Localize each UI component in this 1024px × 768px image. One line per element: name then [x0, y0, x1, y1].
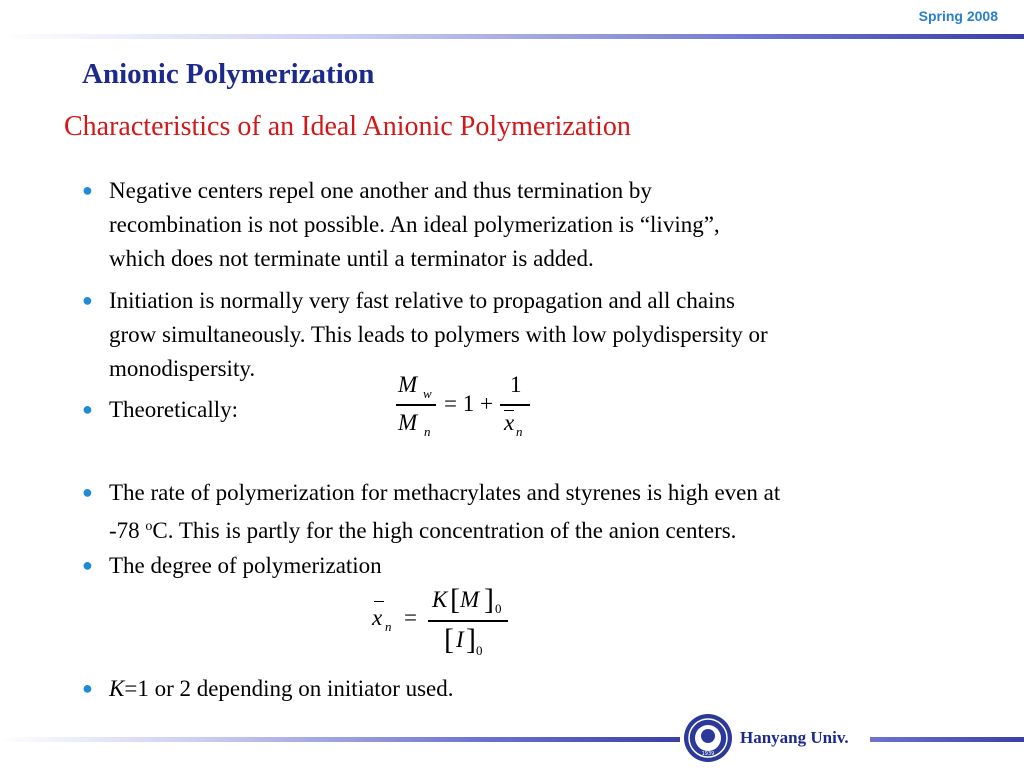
bracket-close-icon: ] [484, 583, 494, 616]
polydispersity-equation [396, 372, 546, 442]
slide-title: Anionic Polymerization [82, 58, 375, 90]
fraction-bar [500, 404, 530, 406]
svg-text:1939: 1939 [701, 751, 715, 757]
text-run: -78 [109, 518, 146, 543]
eq-subscript: n [424, 424, 431, 439]
text-run: C. This is partly for the high concentration of the anion centers. [152, 518, 737, 543]
bullet-dot-icon: ● [82, 482, 93, 502]
bullet-text: monodispersity. [109, 356, 256, 381]
eq-symbol: x [372, 605, 383, 630]
degree-of-polymerization-equation [370, 585, 520, 663]
eq-symbol: M [460, 587, 480, 612]
bullet-dot-icon: ● [82, 399, 93, 419]
bullet-text: grow simultaneously. This leads to polymers with low polydispersity or [109, 322, 768, 347]
bullet-text: Negative centers repel one another and thus termination by [109, 178, 652, 203]
fraction-bar [428, 620, 508, 622]
eq-subscript: n [516, 424, 523, 439]
bullet-text [109, 510, 736, 547]
bullet-text: recombination is not possible. An ideal polymerization is “living”, [109, 212, 720, 237]
eq-operator: = 1 + [444, 391, 493, 416]
semester-label: Spring 2008 [918, 8, 998, 24]
fraction-bar [396, 404, 436, 406]
superscript: o [145, 519, 153, 534]
bullet-text [109, 672, 454, 705]
slide-subtitle: Characteristics of an Ideal Anionic Polymerization [64, 111, 631, 142]
bullet-text: Theoretically: [109, 397, 238, 422]
eq-subscript: 0 [476, 643, 483, 658]
bottom-divider-right [870, 737, 1024, 742]
bullet-text: The degree of polymerization [109, 553, 382, 578]
bullet-text: Initiation is normally very fast relative to propagation and all chains [109, 288, 735, 313]
eq-subscript: 0 [495, 601, 502, 616]
bullet-dot-icon: ● [82, 678, 93, 698]
eq-symbol: x [504, 410, 515, 435]
bullet-text: The rate of polymerization for methacrylates and styrenes is high even at [109, 480, 781, 505]
bullet-text: which does not terminate until a terminator is added. [109, 246, 594, 271]
bracket-open-icon: [ [450, 583, 460, 616]
eq-symbol: M [398, 410, 418, 435]
bullet-dot-icon: ● [82, 555, 93, 575]
top-divider [0, 34, 1024, 39]
university-name: Hanyang Univ. [740, 728, 849, 747]
bullet-dot-icon: ● [82, 180, 93, 200]
eq-symbol: 1 [510, 372, 522, 397]
eq-operator: = [404, 605, 417, 630]
bracket-open-icon: [ [444, 623, 454, 656]
k-symbol: K [109, 676, 125, 701]
eq-symbol: K [432, 587, 448, 612]
bracket-close-icon: ] [466, 623, 476, 656]
bottom-divider [0, 737, 680, 742]
bullet-dot-icon: ● [82, 290, 93, 310]
eq-subscript: n [385, 619, 392, 634]
overbar [374, 601, 384, 602]
eq-subscript: w [423, 386, 432, 401]
eq-symbol: I [456, 627, 464, 652]
eq-symbol: M [398, 372, 418, 397]
university-seal-logo [683, 713, 733, 763]
text-run: =1 or 2 depending on initiator used. [124, 676, 454, 701]
